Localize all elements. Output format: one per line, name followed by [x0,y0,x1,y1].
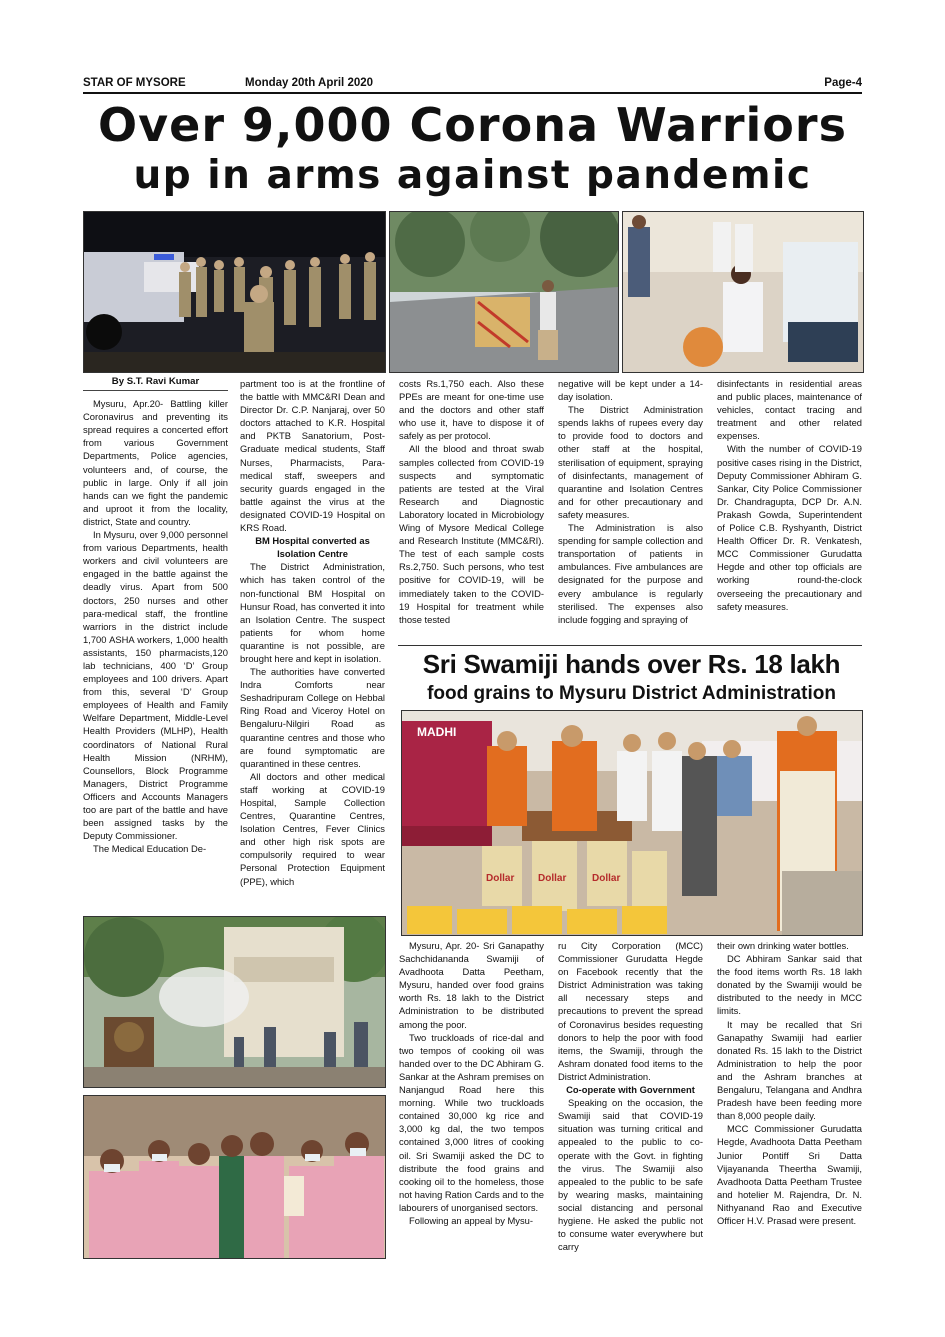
lead-paragraph: The Administration is also spending for sample collection and transportation of patients in ambulances. Five ambulances are designated for the purpose and every ambulance is regularly sterilised. The expenses also include fogging and spraying of [558,522,703,625]
lead-paragraph: The District Administration spends lakhs of rupees every day to provide food to doctors and other staff at the hospital, sterilisation of equipment, spraying of disinfectants, management of quarantine and Isolation Centres and for other precautionary and safety measures. [558,404,703,520]
lead-paragraph: Mysuru, Apr.20- Battling killer Coronavirus and preventing its spread requires a concerted effort from various Government Departments, Police agencies, volunteers and, of course, the public in large. Only if all join hands can we fight the pandemic and uproot it from the locality, district, State and country. [83,398,228,527]
lead-subhead: BM Hospital converted as Isolation Centre [255,535,370,560]
swamiji-paragraph: Following an appeal by Mysu- [409,1214,534,1226]
road-barricade-photo [389,211,619,373]
police-night-photo [83,211,386,373]
swamiji-paragraph: Mysuru, Apr. 20- Sri Ganapathy Sachchidananda Swamiji of Avadhoota Datta Peetham, Mysuru, handed over food grains worth Rs. 18 lakh to the District Administration to be distributed among the poor. [399,940,544,1030]
swamiji-paragraph: MCC Commissioner Gurudatta Hegde, Avadhoota Datta Peetham Junior Pontiff Sri Datta Vijayananda Theertha Swamiji, Avadhoota Datta Peetham Trustee and hotelier M. Rajendra, Dr. N. Nithyanand Rao and Executive Officer H.V. Prasad were present. [717,1123,862,1226]
lead-paragraph: costs Rs.1,750 each. Also these PPEs are meant for one-time use and the doctors and other staff who use it, have to dispose it of safely as per protocol. [399,378,544,442]
lead-paragraph: The District Administration, which has taken control of the non-functional BM Hospital on Hunsur Road, has converted it into an Isolation Centre. The suspect patients for whom home quarantine is not possible, are brought here and kept in isolation. [240,561,385,664]
swamiji-headline: Sri Swamiji hands over Rs. 18 lakh [422,649,841,679]
lead-column-5 [717,377,862,613]
sack-label: Dollar [486,873,515,884]
lead-paragraph: All the blood and throat swab samples collected from COVID-19 suspects and symptomatic patients are tested at the Viral Research and Diagnostic Laboratory located in Microbiology Wing of Mysore Medical College and Research Institute (MMC&RI). The test of each sample costs Rs.2,750. Such persons, who test positive for COVID-19, will be immediately taken to the COVID-19 Hospital for treatment while those tested [399,443,544,625]
box-rule [398,645,862,646]
lead-paragraph: negative will be kept under a 14-day isolation. [558,378,703,403]
masthead-rule [83,92,862,94]
lead-column-4 [558,377,703,626]
byline: By S.T. Ravi Kumar [83,375,228,391]
lab-testing-photo [622,211,864,373]
banner-text: MADHI [417,725,457,739]
swamiji-subhead: Co-operate with Government [566,1084,695,1096]
lead-paragraph: The authorities have converted Indra Comforts near Seshadripuram College on Hebbal Ring Road and Viceroy Hotel on Bengaluru-Nilgiri Road as quarantine centres and those who are found symptomatic are quarantined in these centres. [240,666,385,769]
asha-workers-photo [83,1095,386,1259]
paper-name: STAR OF MYSORE [83,77,186,89]
lead-paragraph: partment too is at the frontline of the battle with MMC&RI Dean and Director Dr. C.P. Nanjaraj, over 50 doctors attached to K.R. Hospital and PKTB Sanatorium, Post-Graduate medical students, Staff Nurses, Pharmacists, Para-medical staff, sweepers and security guards engaged in the battle against the virus at the designated COVID-19 Hospital on KRS Road. [240,378,385,534]
masthead [83,77,862,93]
swamiji-column-2 [558,939,703,1253]
swamiji-paragraph: their own drinking water bottles. [717,940,849,951]
lead-paragraph: disinfectants in residential areas and public places, maintenance of vehicles, contact tracing and treatment and other related expenses. [717,378,862,442]
page-number: Page-4 [824,77,862,89]
lead-paragraph: In Mysuru, over 9,000 personnel from various Departments, health workers and civil volunteers are engaged in the battle against the deadly virus. Apart from 500 doctors, 250 nurses and other para-medical staff, the frontline warriors in the district include 1,700 ASHA workers, 1,000 health assistants, 150 pharmacists,120 lab technicians, 400 ‘D’ Group employees and 100 drivers. Apart from this, several ‘D’ Group employees of Health and Family Welfare Department, Middle-Level Health Providers (MLHP), Health coordinators of National Rural Health Mission (NRHM), Counsellors, Block Programme Managers, District Programme Officers and Accounts Managers too are part of the battle and have been assigned tasks by the Deputy Commissioner. [83,529,228,842]
swamiji-column-3 [717,939,862,1227]
fumigation-photo [83,916,386,1088]
swamiji-column-1 [399,939,544,1227]
swamiji-paragraph: ru City Corporation (MCC) Commissioner Gurudatta Hegde on Facebook recently that the District Administration was taking all necessary steps and precautions to prevent the spread of Coronavirus besides requesting donors to help the poor with food items, the Swamiji, through the Ashram donated food items to the District Administration. [558,940,703,1082]
swamiji-paragraph: Speaking on the occasion, the Swamiji said that COVID-19 situation was turning critical and appealed to the public to co-operate with the Govt. in fighting the virus. The Swamiji also appealed to the public to be safe by wearing masks, maintaining social distancing and personal hygiene. He asked the public not to consume water everywhere but carry [558,1097,703,1253]
lead-column-3 [399,377,544,626]
swamiji-paragraph: It may be recalled that Sri Ganapathy Swamiji had earlier donated Rs. 15 lakh to the District Administration to help the poor and the Ashram branches at Bengaluru, Telangana and Andhra Pradesh have been feeding more than 8,000 people daily. [717,1018,862,1122]
lead-column-2 [240,377,385,888]
lead-paragraph: With the number of COVID-19 positive cases rising in the District, Deputy Commissioner Abhiram G. Sankar, City Police Commissioner Dr. Chandragupta, DCP Dr. A.N. Prakash Gowda, Superintendent of Police C.B. Ryshyanth, District Health Officer Dr. R. Venkatesh, MCC Commissioner Gurudatta Hegde and other top officials are working round-the-clock overseeing the precautionary and safety measures. [717,443,862,612]
issue-date: Monday 20th April 2020 [245,77,374,89]
lead-paragraph: The Medical Education De- [93,843,207,855]
sack-label: Dollar [538,873,567,884]
lead-paragraph: All doctors and other medical staff working at COVID-19 Hospital, Sample Collection Centres, Quarantine Centres, Isolation Centres, Fever Clinics and other high risk spots are compulsorily required to wear Personal Protection Equipment (PPE), which [240,770,385,887]
sack-label: Dollar [592,873,621,884]
swamiji-paragraph: Two truckloads of rice-dal and two tempos of cooking oil was handed over to the DC Abhiram G. Sankar at the Ashram premises on Nanjangud Road here this morning. While two truckloads contained 30,000 kg rice and 3,000 kg dal, the two tempos contained 3,000 litres of cooking oil. Sri Swamiji asked the DC to distribute the food grains and cooking oil to the homeless, those not having Ration Cards and to the labourers of unorganised sectors. [399,1031,544,1213]
swamiji-subheadline: food grains to Mysuru District Administration [427,683,836,704]
lead-headline: Over 9,000 Corona Warriors [98,98,847,152]
lead-column-1 [83,375,228,855]
lead-subheadline: up in arms against pandemic [133,153,812,198]
donation-photo [401,710,863,936]
swamiji-paragraph: DC Abhiram Sankar said that the food items worth Rs. 18 lakh donated by the Swamiji would be distributed to the needy in MCC limits. [717,953,862,1017]
